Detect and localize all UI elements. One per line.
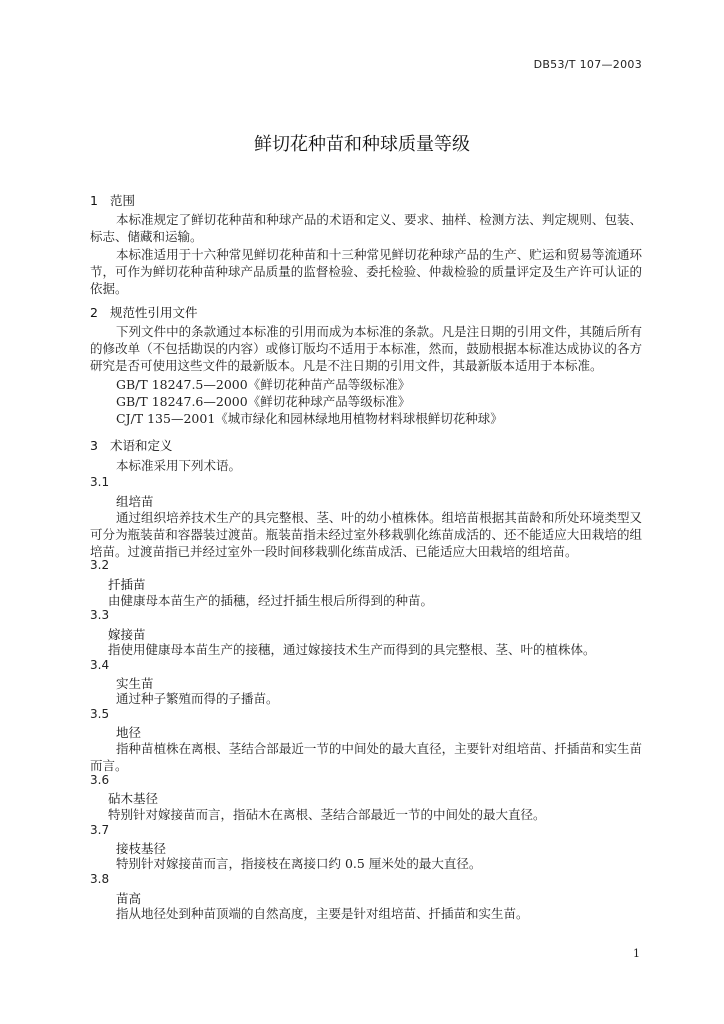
term-number: 3.2 [90,558,110,572]
term-name: 砧木基径 [108,791,159,806]
term-number: 3.5 [90,707,110,721]
term-definition: 指使用健康母本苗生产的接穗，通过嫁接技术生产而得到的具完整根、茎、叶的植株体。 [108,642,596,657]
reference-1: GB/T 18247.5—2000《鲜切花种苗产品等级标准》 [116,377,411,392]
term-number: 3.6 [90,773,110,787]
term-name: 实生苗 [116,676,154,691]
term-number: 3.8 [90,872,110,886]
term-number: 3.7 [90,823,110,837]
section-1-number: 1 [90,193,98,208]
term-name: 组培苗 [116,494,154,509]
section-3-heading [90,436,173,454]
reference-3: CJ/T 135—2001《城市绿化和园林绿地用植物材料球根鲜切花种球》 [116,411,503,426]
page-number: 1 [633,947,640,960]
term-definition: 由健康母本苗生产的插穗，经过扦插生根后所得到的种苗。 [108,593,434,608]
term-definition: 指从地径处到种苗顶端的自然高度，主要是针对组培苗、扦插苗和实生苗。 [116,906,529,921]
section-1-heading [90,191,135,209]
section-1-title: 范围 [110,193,136,208]
reference-2: GB/T 18247.6—2000《鲜切花种球产品等级标准》 [116,394,411,409]
term-definition: 通过组织培养技术生产的具完整根、茎、叶的幼小植株体。组培苗根据其苗龄和所处环境类型又可分为瓶装苗和容器装过渡苗。瓶装苗指未经过室外移栽驯化练苗成活的、还不能适应大田栽培的组培苗。过渡苗指已并经过室外一段时间移栽驯化练苗成活、已能适应大田栽培的组培苗。 [90,510,642,559]
section-2-paragraph-1: 下列文件中的条款通过本标准的引用而成为本标准的条款。凡是注日期的引用文件，其随后所有的修改单（不包括勘误的内容）或修订版均不适用于本标准，然而，鼓励根据本标准达成协议的各方研究是否可使用这些文件的最新版本。凡是不注日期的引用文件，其最新版本适用于本标准。 [90,324,642,373]
term-name: 扦插苗 [108,577,146,592]
term-definition: 通过种子繁殖而得的子播苗。 [116,691,279,706]
term-number: 3.1 [90,475,110,489]
term-definition: 指种苗植株在离根、茎结合部最近一节的中间处的最大直径，主要针对组培苗、扦插苗和实生苗而言。 [90,741,642,773]
section-3-number: 3 [90,438,98,453]
document-title: 鲜切花种苗和种球质量等级 [254,134,470,155]
term-number: 3.4 [90,658,110,672]
section-1-paragraph-2: 本标准适用于十六种常见鲜切花种苗和十三种常见鲜切花种球产品的生产、贮运和贸易等流通环节，可作为鲜切花种苗种球产品质量的监督检验、委托检验、仲裁检验的质量评定及生产许可认证的依据。 [90,247,642,296]
term-name: 接枝基径 [116,841,167,856]
standard-code: DB53/T 107—2003 [533,58,642,71]
term-definition: 特别针对嫁接苗而言，指接枝在离接口约 0.5 厘米处的最大直径。 [116,856,482,871]
section-1-paragraph-1: 本标准规定了鲜切花种苗和种球产品的术语和定义、要求、抽样、检测方法、判定规则、包装、标志、储藏和运输。 [90,212,642,244]
section-2-heading [90,303,198,321]
term-definition: 特别针对嫁接苗而言，指砧木在离根、茎结合部最近一节的中间处的最大直径。 [108,807,546,822]
term-name: 苗高 [116,891,142,906]
section-2-number: 2 [90,305,98,320]
section-3-paragraph-1: 本标准采用下列术语。 [116,458,242,473]
section-3-title: 术语和定义 [110,438,173,453]
section-2-title: 规范性引用文件 [110,305,198,320]
term-number: 3.3 [90,608,110,622]
term-name: 地径 [116,725,142,740]
term-name: 嫁接苗 [108,627,146,642]
